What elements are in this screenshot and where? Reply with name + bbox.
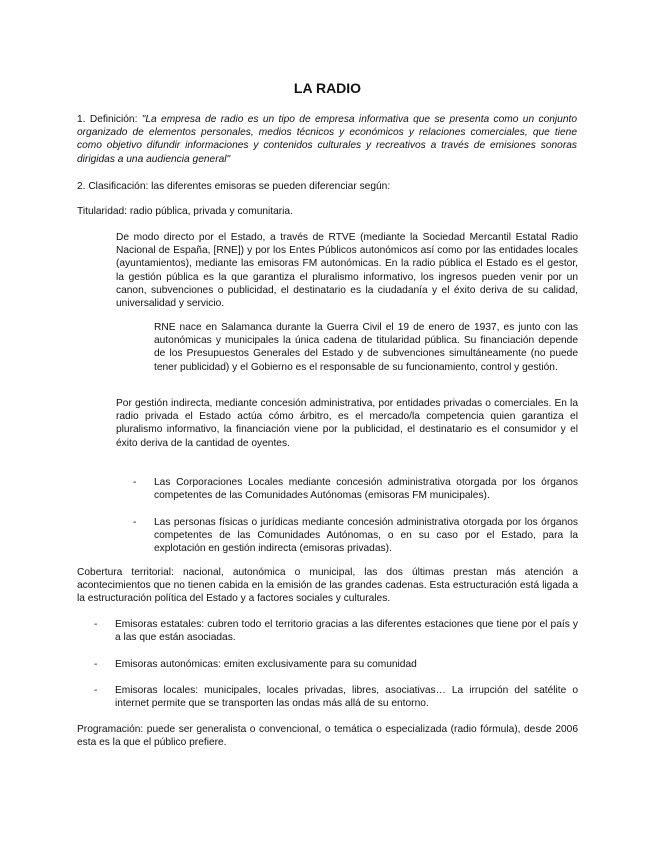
list-item-text: Las personas físicas o jurídicas mediante concesión administrativa otorgada por los órganos competentes de las Comunidades Autónomas, o en su caso por el Estado, para la explotación en gestión indirecta (emisoras privadas). — [154, 517, 578, 555]
indirect-management-paragraph: Por gestión indirecta, mediante concesión administrativa, por entidades privadas o comerciales. En la radio privada el Estado actúa cómo árbitro, es el mercado/la competencia quien garantiza el pluralismo informativo, la financiación viene por la publicidad, el destinatario es el consumidor y el éxito deriva de la cantidad de oyentes. — [116, 398, 578, 449]
bullet-dash: - — [133, 477, 137, 488]
ownership-heading: Titularidad: radio pública, privada y comunitaria. — [77, 206, 293, 217]
list-item-text: Las Corporaciones Locales mediante concesión administrativa otorgada por los órganos competentes de las Comunidades Autónomas (emisoras FM municipales). — [154, 477, 578, 502]
bullet-dash: - — [94, 619, 98, 630]
list-item-text: Emisoras autonómicas: emiten exclusivamente para su comunidad — [115, 659, 417, 670]
definition-quote: "La empresa de radio es un tipo de empresa informativa que se presenta como un conjunto organizado de elementos personales, medios técnicos y económicos y relaciones comerciales, que tiene como objetivo difundir informaciones y contenidos culturales y recreativos a través de emisiones sonoras dirigidas a una audiencia general" — [77, 114, 577, 165]
rne-paragraph: RNE nace en Salamanca durante la Guerra Civil el 19 de enero de 1937, es junto con las autonómicas y municipales la única cadena de titularidad pública. Su financiación depende de los Presupuestos Generales del Estado y de subvenciones simultáneamente (no puede tener publicidad) y el Gobierno es el responsable de su funcionamiento, control y gestión. — [154, 322, 578, 373]
list-item-text: Emisoras locales: municipales, locales privadas, libres, asociativas… La irrupción del satélite o internet permite que se transporten las ondas más allá de su entorno. — [115, 685, 578, 710]
definition-paragraph — [77, 113, 577, 166]
public-radio-paragraph: De modo directo por el Estado, a través de RTVE (mediante la Sociedad Mercantil Estatal Radio Nacional de España, [RNE]) y por los Entes Públicos autonómicos así como por las entidades locales (ayuntamientos), mediante las emisoras FM autonómicas. En la radio pública el Estado es el gestor, la gestión pública es la que garantiza el pluralismo informativo, los ingresos pueden venir por un canon, subvenciones o publicidad, el destinatario es la ciudadanía y el éxito deriva de su calidad, universalidad y servicio. — [116, 232, 578, 310]
bullet-dash: - — [94, 685, 98, 696]
bullet-dash: - — [133, 517, 137, 528]
list-item-text: Emisoras estatales: cubren todo el territorio gracias a las diferentes estaciones que tiene por el país y a las que están asociadas. — [115, 619, 578, 644]
bullet-dash: - — [94, 659, 98, 670]
classification-paragraph: 2. Clasificación: las diferentes emisoras se pueden diferenciar según: — [77, 181, 391, 192]
definition-label: 1. Definición: — [77, 114, 142, 125]
coverage-paragraph: Cobertura territorial: nacional, autonómica o municipal, las dos últimas prestan más atención a acontecimientos que no tienen cabida en la emisión de las grandes cadenas. Esta estructuración está ligada a la estructuración política del Estado y a factores sociales y culturales. — [77, 567, 578, 605]
programming-paragraph: Programación: puede ser generalista o convencional, o temática o especializada (radio fórmula), desde 2006 esta es la que el público prefiere. — [77, 724, 578, 749]
page-title: LA RADIO — [293, 80, 362, 96]
